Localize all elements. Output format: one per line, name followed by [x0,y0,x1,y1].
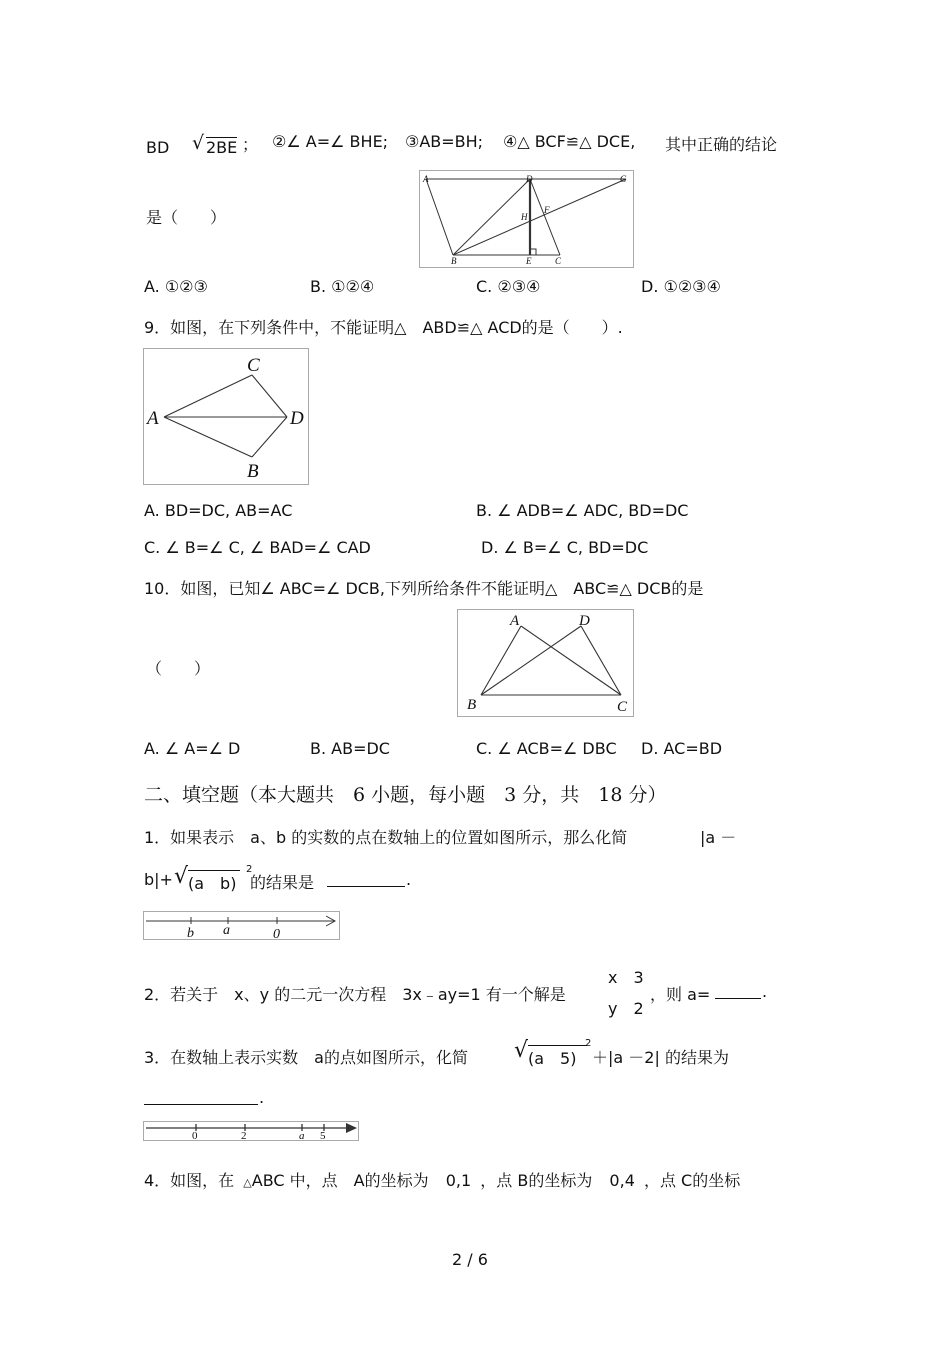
f2-tail: ，则 a= [650,985,711,1004]
f3-answer-blank[interactable] [144,1088,258,1105]
f3-nl-label-0: 0 [192,1130,198,1140]
f1-number-line [143,911,340,940]
f4-a-coord: 0,1 [445,1171,472,1190]
f1-exponent: 2 [246,864,253,875]
f3-nl-label-2: 2 [241,1130,247,1140]
q8-condition-3: ③AB=BH; [405,132,484,151]
f1-radicand: (a b) [188,870,240,894]
section-heading: 二、填空题（本大题共 6 小题，每小题 3 分，共 18 分） [144,784,667,806]
q8-fig-label-a: A [423,174,429,184]
page-number: 2 / 6 [452,1250,488,1269]
q9-fig-label-c: C [247,355,260,376]
q8-fig-label-g: G [620,174,627,184]
q8-condition-4: ④△ BCF≌△ DCE, [503,132,636,151]
q10-option-b: B. AB=DC [310,739,390,758]
q8-bd: BD [146,138,170,157]
f1-nl-label-b: b [187,926,194,939]
q9-fig-label-d: D [290,408,304,429]
q10-fig-label-a: A [510,613,520,629]
f4-tail: ，点 C的坐标 [643,1171,741,1190]
q8-fig-label-b: B [451,256,457,266]
q9-stem: 9．如图，在下列条件中，不能证明△ ABD≌△ ACD的是（ ）. [144,318,623,337]
q10-fig-label-b: B [467,697,477,713]
q8-fig-label-c: C [555,256,562,266]
f1-b-abs: b|+ [144,870,173,889]
f3-radicand: (a 5) [528,1045,586,1069]
q8-be: 2BE [206,138,238,157]
q10-fig-label-c: C [617,699,628,715]
f4-b-coord: 0,4 [609,1171,635,1190]
f1-abs-tail: |a － [700,828,737,847]
q9-figure [143,348,309,485]
q8-sqrt-sign: √ [192,132,205,154]
q8-fig-label-h: H [521,212,528,222]
q10-option-c: C. ∠ ACB=∠ DBC [476,739,617,758]
f3-arrow-icon [346,1123,357,1133]
q8-option-b: B. ①②④ [310,277,375,296]
q8-option-a: A. ①②③ [144,277,208,296]
q9-option-b: B. ∠ ADB=∠ ADC, BD=DC [476,501,689,520]
q10-option-d: D. AC=BD [641,739,723,758]
f3-sqrt-sign: √ [514,1038,529,1063]
f3-period: . [259,1088,265,1107]
f3-number-line [143,1121,359,1141]
f3-exponent: 2 [585,1038,592,1049]
f4-tri-text: ABC 中，点 A的坐标为 [251,1171,429,1190]
f2-period: . [762,982,768,1001]
q8-option-d: D. ①②③④ [641,277,721,296]
f1-nl-label-0: 0 [273,927,280,939]
f1-line2 [144,864,444,892]
q9-fig-label-b: B [247,461,259,482]
f2-answer-blank[interactable] [715,982,761,999]
f1-sqrt-sign: √ [174,864,189,889]
triangle-icon: △ [243,1176,252,1189]
q8-fig-label-d: D [526,174,533,184]
q9-option-d: D. ∠ B=∠ C, BD=DC [481,538,649,557]
f3-radical [514,1038,594,1066]
f2-system-top: x 3 [608,968,644,987]
q10-option-a: A. ∠ A=∠ D [144,739,241,758]
q8-option-c: C. ②③④ [476,277,541,296]
q10-figure [457,609,634,717]
f2-system-bottom: y 2 [608,999,644,1018]
f2-text: 2．若关于 x、y 的二元一次方程 3x﹣ay=1 有一个解是 [144,985,566,1004]
f4-line [144,1168,740,1191]
q9-option-c: C. ∠ B=∠ C, ∠ BAD=∠ CAD [144,538,371,557]
f1-nl-label-a: a [223,923,230,938]
q8-fig-label-f: F [544,205,550,215]
q9-option-a: A. BD=DC, AB=AC [144,501,293,520]
f3-text: 3．在数轴上表示实数 a的点如图所示，化简 [144,1048,468,1067]
q10-answer-paren: （ ） [146,659,211,678]
f4-mid: ，点 B的坐标为 [480,1171,593,1190]
f1-result-text: 的结果是 [250,873,315,892]
q9-fig-label-a: A [147,408,159,429]
f1-answer-blank[interactable] [327,870,405,887]
q8-condition-2: ②∠ A=∠ BHE; [272,132,389,151]
f3-nl-label-5: 5 [320,1130,326,1140]
q8-figure [419,170,634,268]
q10-fig-label-d: D [579,613,590,629]
f1-line1: 1．如果表示 a、b 的实数的点在数轴上的位置如图所示，那么化简 [144,828,628,847]
f4-text: 4．如图，在 [144,1171,235,1190]
q8-tail-text: 其中正确的结论 [665,135,778,154]
q8-fig-label-e: E [526,256,532,266]
q8-answer-paren: 是（ ） [146,208,227,227]
q10-stem: 10．如图，已知∠ ABC=∠ DCB,下列所给条件不能证明△ ABC≌△ DCB的是 [144,579,704,598]
f3-tail: ＋|a －2| 的结果为 [592,1048,729,1067]
f1-period: . [406,870,412,889]
f3-nl-label-a: a [299,1130,305,1140]
q8-semicolon: ； [242,135,259,154]
